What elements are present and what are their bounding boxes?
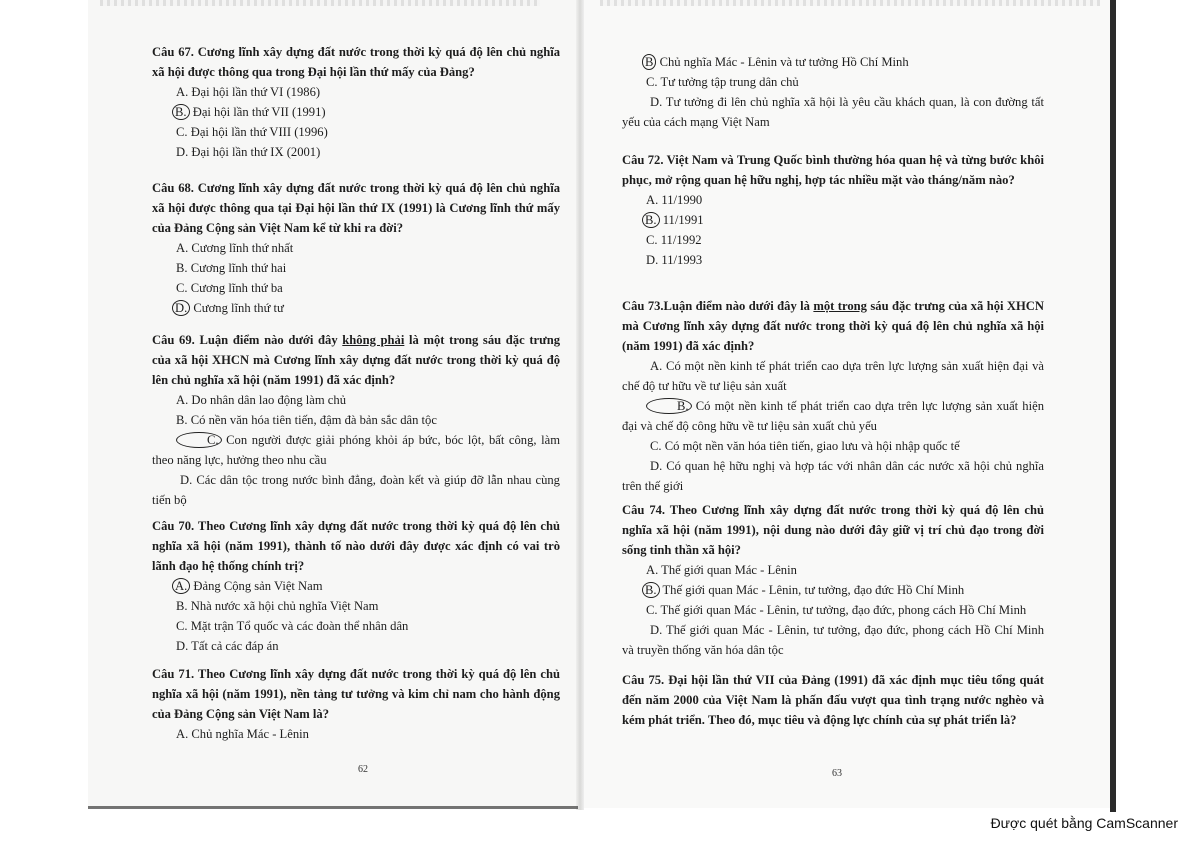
option-letter: D. [650, 623, 663, 637]
option-letter: D. [176, 145, 189, 159]
option-text: Thế giới quan Mác - Lênin, tư tưởng, đạo đức, phong cách Hồ Chí Minh và truyền thống văn hóa dân tộc [622, 623, 1044, 657]
selected-answer-circle: A. [172, 578, 190, 594]
option-letter: A. [650, 359, 663, 373]
option-text: Có nền văn hóa tiên tiến, đậm đà bản sắc dân tộc [190, 413, 437, 427]
option-a [152, 724, 560, 744]
question-74 [622, 500, 1044, 660]
selected-answer-circle: B. [646, 398, 692, 414]
selected-answer-circle: B [642, 54, 656, 70]
option-d [622, 620, 1044, 660]
selected-answer-circle: B. [642, 582, 660, 598]
option-text: Đại hội lần thứ VI (1986) [191, 85, 321, 99]
option-b-selected [152, 102, 560, 122]
camscanner-watermark: Được quét bằng CamScanner [990, 815, 1178, 831]
scan-noise [100, 0, 540, 6]
option-text: Cương lĩnh thứ ba [190, 281, 283, 295]
question-67 [152, 42, 560, 162]
option-b [152, 596, 560, 616]
option-letter: A. [176, 727, 189, 741]
option-letter: B. [176, 413, 188, 427]
option-text: Cương lĩnh thứ nhất [191, 241, 294, 255]
page-number: 63 [832, 768, 842, 779]
option-letter: A. [176, 393, 189, 407]
option-d [622, 250, 1044, 270]
option-c [622, 72, 1044, 92]
selected-answer-circle: B. [172, 104, 190, 120]
question-75 [622, 670, 1044, 730]
stem-part: sáu đặc trưng của xã hội XHCN mà Cương lĩnh xây dựng đất nước trong thời kỳ quá độ lên chủ nghĩa xã hội (năm 1991) đã xác định? [622, 299, 1044, 353]
option-letter: C. [646, 233, 658, 247]
option-d [622, 92, 1044, 132]
option-text: Thế giới quan Mác - Lênin, tư tưởng, đạo đức Hồ Chí Minh [662, 583, 965, 597]
page-number: 62 [358, 764, 368, 775]
option-b-selected [622, 210, 1044, 230]
option-text: Có một nền kinh tế phát triển cao dựa trên lực lượng sản xuất hiện đại và chế độ tư hữu về tư liệu sản xuất [622, 359, 1044, 393]
option-c [152, 122, 560, 142]
selected-answer-circle: D. [172, 300, 190, 316]
question-stem: Câu 74. Theo Cương lĩnh xây dựng đất nước trong thời kỳ quá độ lên chủ nghĩa xã hội (năm 1991), nội dung nào dưới đây giữ vị trí chủ đạo trong đời sống tinh thần xã hội? [622, 503, 1044, 557]
option-text: Nhà nước xã hội chủ nghĩa Việt Nam [190, 599, 379, 613]
option-a [622, 560, 1044, 580]
option-text: 11/1992 [660, 233, 702, 247]
option-c [622, 436, 1044, 456]
option-text: Chủ nghĩa Mác - Lênin [191, 727, 309, 741]
option-a [152, 82, 560, 102]
option-a [152, 390, 560, 410]
option-text: Thế giới quan Mác - Lênin, tư tưởng, đạo đức, phong cách Hồ Chí Minh [660, 603, 1027, 617]
option-text: Đại hội lần thứ IX (2001) [191, 145, 321, 159]
option-b-selected [622, 52, 1044, 72]
option-d [622, 456, 1044, 496]
question-stem: Câu 75. Đại hội lần thứ VII của Đảng (1991) đã xác định mục tiêu tổng quát đến năm 2000 của Việt Nam là phấn đấu vượt qua tình trạng nước nghèo và kém phát triển. Theo đó, mục tiêu và động lực chính của sự phát triển là? [622, 673, 1044, 727]
option-text: Tư tưởng đi lên chủ nghĩa xã hội là yêu cầu khách quan, là con đường tất yếu của cách mạng Việt Nam [622, 95, 1044, 129]
option-c [622, 600, 1044, 620]
option-text: Tất cả các đáp án [191, 639, 279, 653]
question-72 [622, 150, 1044, 270]
option-letter: C. [646, 75, 658, 89]
option-letter: C. [176, 125, 188, 139]
option-letter: C. [650, 439, 662, 453]
option-c [152, 278, 560, 298]
option-text: 11/1991 [662, 213, 704, 227]
scan-noise [600, 0, 1100, 6]
stem-part: Câu 73.Luận điểm nào dưới đây là [622, 299, 814, 313]
option-text: Có một nền kinh tế phát triển cao dựa trên lực lượng sản xuất hiện đại và chế độ công hữu về tư liệu sản xuất chủ yếu [622, 399, 1044, 433]
selected-answer-circle: C. [176, 432, 222, 448]
option-b-selected [622, 396, 1044, 436]
option-text: Con người được giải phóng khỏi áp bức, bóc lột, bất công, làm theo năng lực, hưởng theo nhu cầu [152, 433, 560, 467]
option-a [152, 238, 560, 258]
option-letter: D. [650, 95, 663, 109]
option-a [622, 190, 1044, 210]
question-73 [622, 296, 1044, 496]
option-d [152, 636, 560, 656]
stem-part: là một trong sáu đặc trưng của xã hội XHCN mà Cương lĩnh xây dựng đất nước trong thời kỳ quá độ lên chủ nghĩa xã hội (năm 1991) đã xác định? [152, 333, 560, 387]
option-text: 11/1993 [661, 253, 703, 267]
option-letter: D. [646, 253, 659, 267]
option-text: Mặt trận Tổ quốc và các đoàn thể nhân dân [190, 619, 409, 633]
option-text: 11/1990 [661, 193, 703, 207]
option-c-selected [152, 430, 560, 470]
option-letter: D. [180, 473, 193, 487]
option-c [152, 616, 560, 636]
option-text: Cương lĩnh thứ tư [193, 301, 284, 315]
question-stem: Câu 67. Cương lĩnh xây dựng đất nước trong thời kỳ quá độ lên chủ nghĩa xã hội được thông qua trong Đại hội lần thứ mấy của Đảng? [152, 45, 560, 79]
option-a-selected [152, 576, 560, 596]
option-a [622, 356, 1044, 396]
book-gutter [576, 0, 584, 810]
option-d [152, 470, 560, 510]
option-letter: D. [650, 459, 663, 473]
option-text: Đại hội lần thứ VII (1991) [192, 105, 326, 119]
question-70 [152, 516, 560, 656]
option-d [152, 142, 560, 162]
option-text: Tư tưởng tập trung dân chủ [660, 75, 799, 89]
question-71-continued [622, 52, 1044, 132]
option-text: Đảng Cộng sản Việt Nam [193, 579, 323, 593]
stem-part: Câu 69. Luận điểm nào dưới đây [152, 333, 343, 347]
question-71 [152, 664, 560, 744]
question-68 [152, 178, 560, 318]
question-stem: Câu 71. Theo Cương lĩnh xây dựng đất nước trong thời kỳ quá độ lên chủ nghĩa xã hội (năm 1991), nền tảng tư tưởng và kim chỉ nam cho hành động của Đảng Cộng sản Việt Nam là? [152, 667, 560, 721]
option-text: Cương lĩnh thứ hai [190, 261, 287, 275]
option-d-selected [152, 298, 560, 318]
option-letter: A. [176, 85, 189, 99]
question-69 [152, 330, 560, 510]
question-stem: Câu 68. Cương lĩnh xây dựng đất nước trong thời kỳ quá độ lên chủ nghĩa xã hội được thông qua tại Đại hội lần thứ IX (1991) là Cương lĩnh thứ mấy của Đảng Cộng sản Việt Nam kể từ khi ra đời? [152, 181, 560, 235]
option-text: Có quan hệ hữu nghị và hợp tác với nhân dân các nước xã hội chủ nghĩa trên thế giới [622, 459, 1044, 493]
selected-answer-circle: B. [642, 212, 660, 228]
option-letter: D. [176, 639, 189, 653]
question-stem: Câu 72. Việt Nam và Trung Quốc bình thường hóa quan hệ và từng bước khôi phục, mở rộng quan hệ hữu nghị, hợp tác nhiều mặt vào tháng/năm nào? [622, 153, 1044, 187]
option-b [152, 410, 560, 430]
option-text: Có một nền văn hóa tiên tiến, giao lưu và hội nhập quốc tế [664, 439, 960, 453]
option-text: Do nhân dân lao động làm chủ [191, 393, 346, 407]
option-letter: B. [176, 599, 188, 613]
option-text: Thế giới quan Mác - Lênin [661, 563, 797, 577]
option-c [622, 230, 1044, 250]
option-b-selected [622, 580, 1044, 600]
option-letter: B. [176, 261, 188, 275]
question-stem [152, 330, 560, 390]
option-letter: A. [646, 193, 659, 207]
option-text: Đại hội lần thứ VIII (1996) [190, 125, 328, 139]
stem-underlined: một trong [813, 299, 867, 313]
option-text: Các dân tộc trong nước bình đẳng, đoàn kết và giúp đỡ lẫn nhau cùng tiến bộ [152, 473, 560, 507]
option-b [152, 258, 560, 278]
page-edge-shadow [1110, 0, 1116, 812]
question-stem: Câu 70. Theo Cương lĩnh xây dựng đất nước trong thời kỳ quá độ lên chủ nghĩa xã hội (năm 1991), thành tố nào dưới đây được xác định có vai trò lãnh đạo hệ thống chính trị? [152, 519, 560, 573]
option-letter: C. [176, 619, 188, 633]
stem-underlined: không phải [342, 333, 405, 347]
option-letter: A. [176, 241, 189, 255]
option-letter: C. [176, 281, 188, 295]
option-letter: A. [646, 563, 659, 577]
option-letter: C. [646, 603, 658, 617]
question-stem [622, 296, 1044, 356]
page-bottom-edge [88, 806, 578, 809]
option-text: Chủ nghĩa Mác - Lênin và tư tưởng Hồ Chí Minh [659, 55, 909, 69]
